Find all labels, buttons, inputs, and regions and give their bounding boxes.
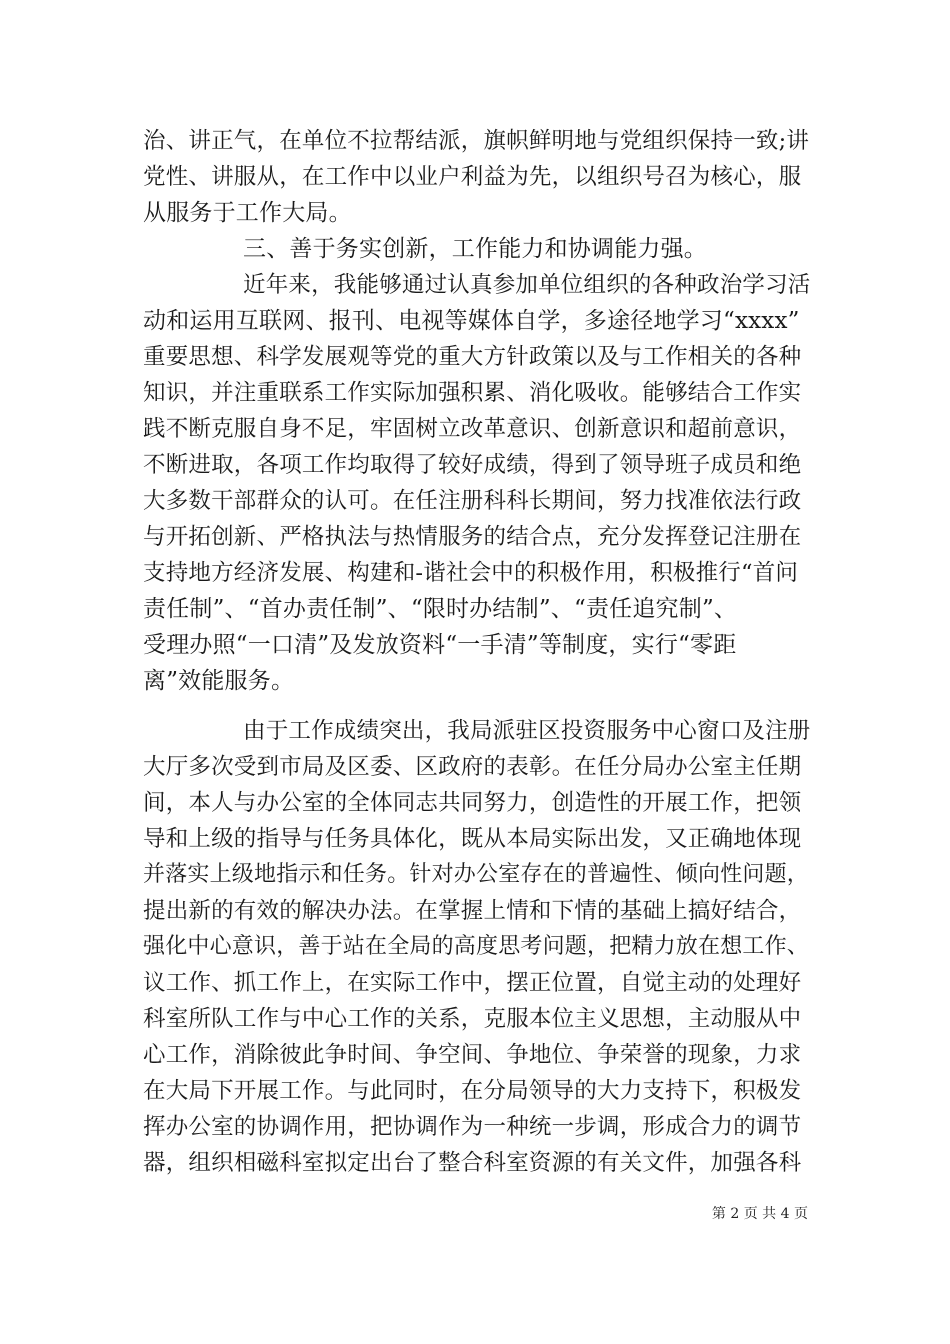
- text-line: 提出新的有效的解决办法。在掌握上情和下情的基础上搞好结合，: [143, 898, 802, 924]
- text-line: 践不断克服自身不足，牢固树立改革意识、创新意识和超前意识，: [143, 416, 802, 442]
- text-line: 大多数干部群众的认可。在任注册科科长期间，努力找准依法行政: [143, 488, 802, 514]
- text-line: 不断进取，各项工作均取得了较好成绩，得到了领导班子成员和绝: [143, 452, 802, 478]
- text-line: 从服务于工作大局。: [143, 200, 352, 226]
- text-line: 知识，并注重联系工作实际加强积累、消化吸收。能够结合工作实: [143, 380, 802, 406]
- text-line: 重要思想、科学发展观等党的重大方针政策以及与工作相关的各种: [143, 344, 802, 370]
- text-line: 并落实上级地指示和任务。针对办公室存在的普遍性、倾向性问题，: [143, 862, 810, 887]
- text-line: 在大局下开展工作。与此同时，在分局领导的大力支持下，积极发: [143, 1078, 802, 1104]
- text-line: 器，组织相磁科室拟定出台了整合科室资源的有关文件，加强各科: [143, 1150, 802, 1176]
- text-line: 导和上级的指导与任务具体化，既从本局实际出发，又正确地体现: [143, 826, 802, 852]
- text-line: 治、讲正气，在单位不拉帮结派，旗帜鲜明地与党组织保持一致;讲: [143, 128, 810, 154]
- text-line: 动和运用互联网、报刊、电视等媒体自学，多途径地学习“xxxx”: [143, 308, 800, 334]
- section-heading: 三、善于务实创新，工作能力和协调能力强。: [243, 236, 707, 262]
- text-line: 近年来，我能够通过认真参加单位组织的各种政治学习活: [243, 272, 811, 298]
- text-line: 心工作，消除彼此争时间、争空间、争地位、争荣誉的现象，力求: [143, 1042, 802, 1068]
- text-line: 与开拓创新、严格执法与热情服务的结合点，充分发挥登记注册在: [143, 524, 802, 550]
- text-line: 支持地方经济发展、构建和-谐社会中的积极作用，积极推行“首问: [143, 560, 799, 586]
- text-line: 议工作、抓工作上，在实际工作中，摆正位置，自觉主动的处理好: [143, 970, 802, 996]
- text-line: 由于工作成绩突出，我局派驻区投资服务中心窗口及注册: [243, 718, 811, 744]
- text-line: 大厅多次受到市局及区委、区政府的表彰。在任分局办公室主任期: [143, 754, 802, 780]
- text-line: 科室所队工作与中心工作的关系，克服本位主义思想，主动服从中: [143, 1006, 802, 1032]
- text-line: 党性、讲服从，在工作中以业户利益为先，以组织号召为核心，服: [143, 164, 802, 190]
- text-line: 责任制”、“首办责任制”、“限时办结制”、“责任追究制”、: [143, 596, 738, 622]
- text-line: 受理办照“一口清”及发放资料“一手清”等制度，实行“零距: [143, 632, 737, 658]
- text-line: 强化中心意识，善于站在全局的高度思考问题，把精力放在想工作、: [143, 934, 810, 959]
- text-line: 间，本人与办公室的全体同志共同努力，创造性的开展工作，把领: [143, 790, 802, 816]
- text-line: 挥办公室的协调作用，把协调作为一种统一步调，形成合力的调节: [143, 1114, 802, 1140]
- page-number-footer: 第 2 页 共 4 页: [711, 1206, 808, 1222]
- text-line: 离”效能服务。: [143, 668, 295, 694]
